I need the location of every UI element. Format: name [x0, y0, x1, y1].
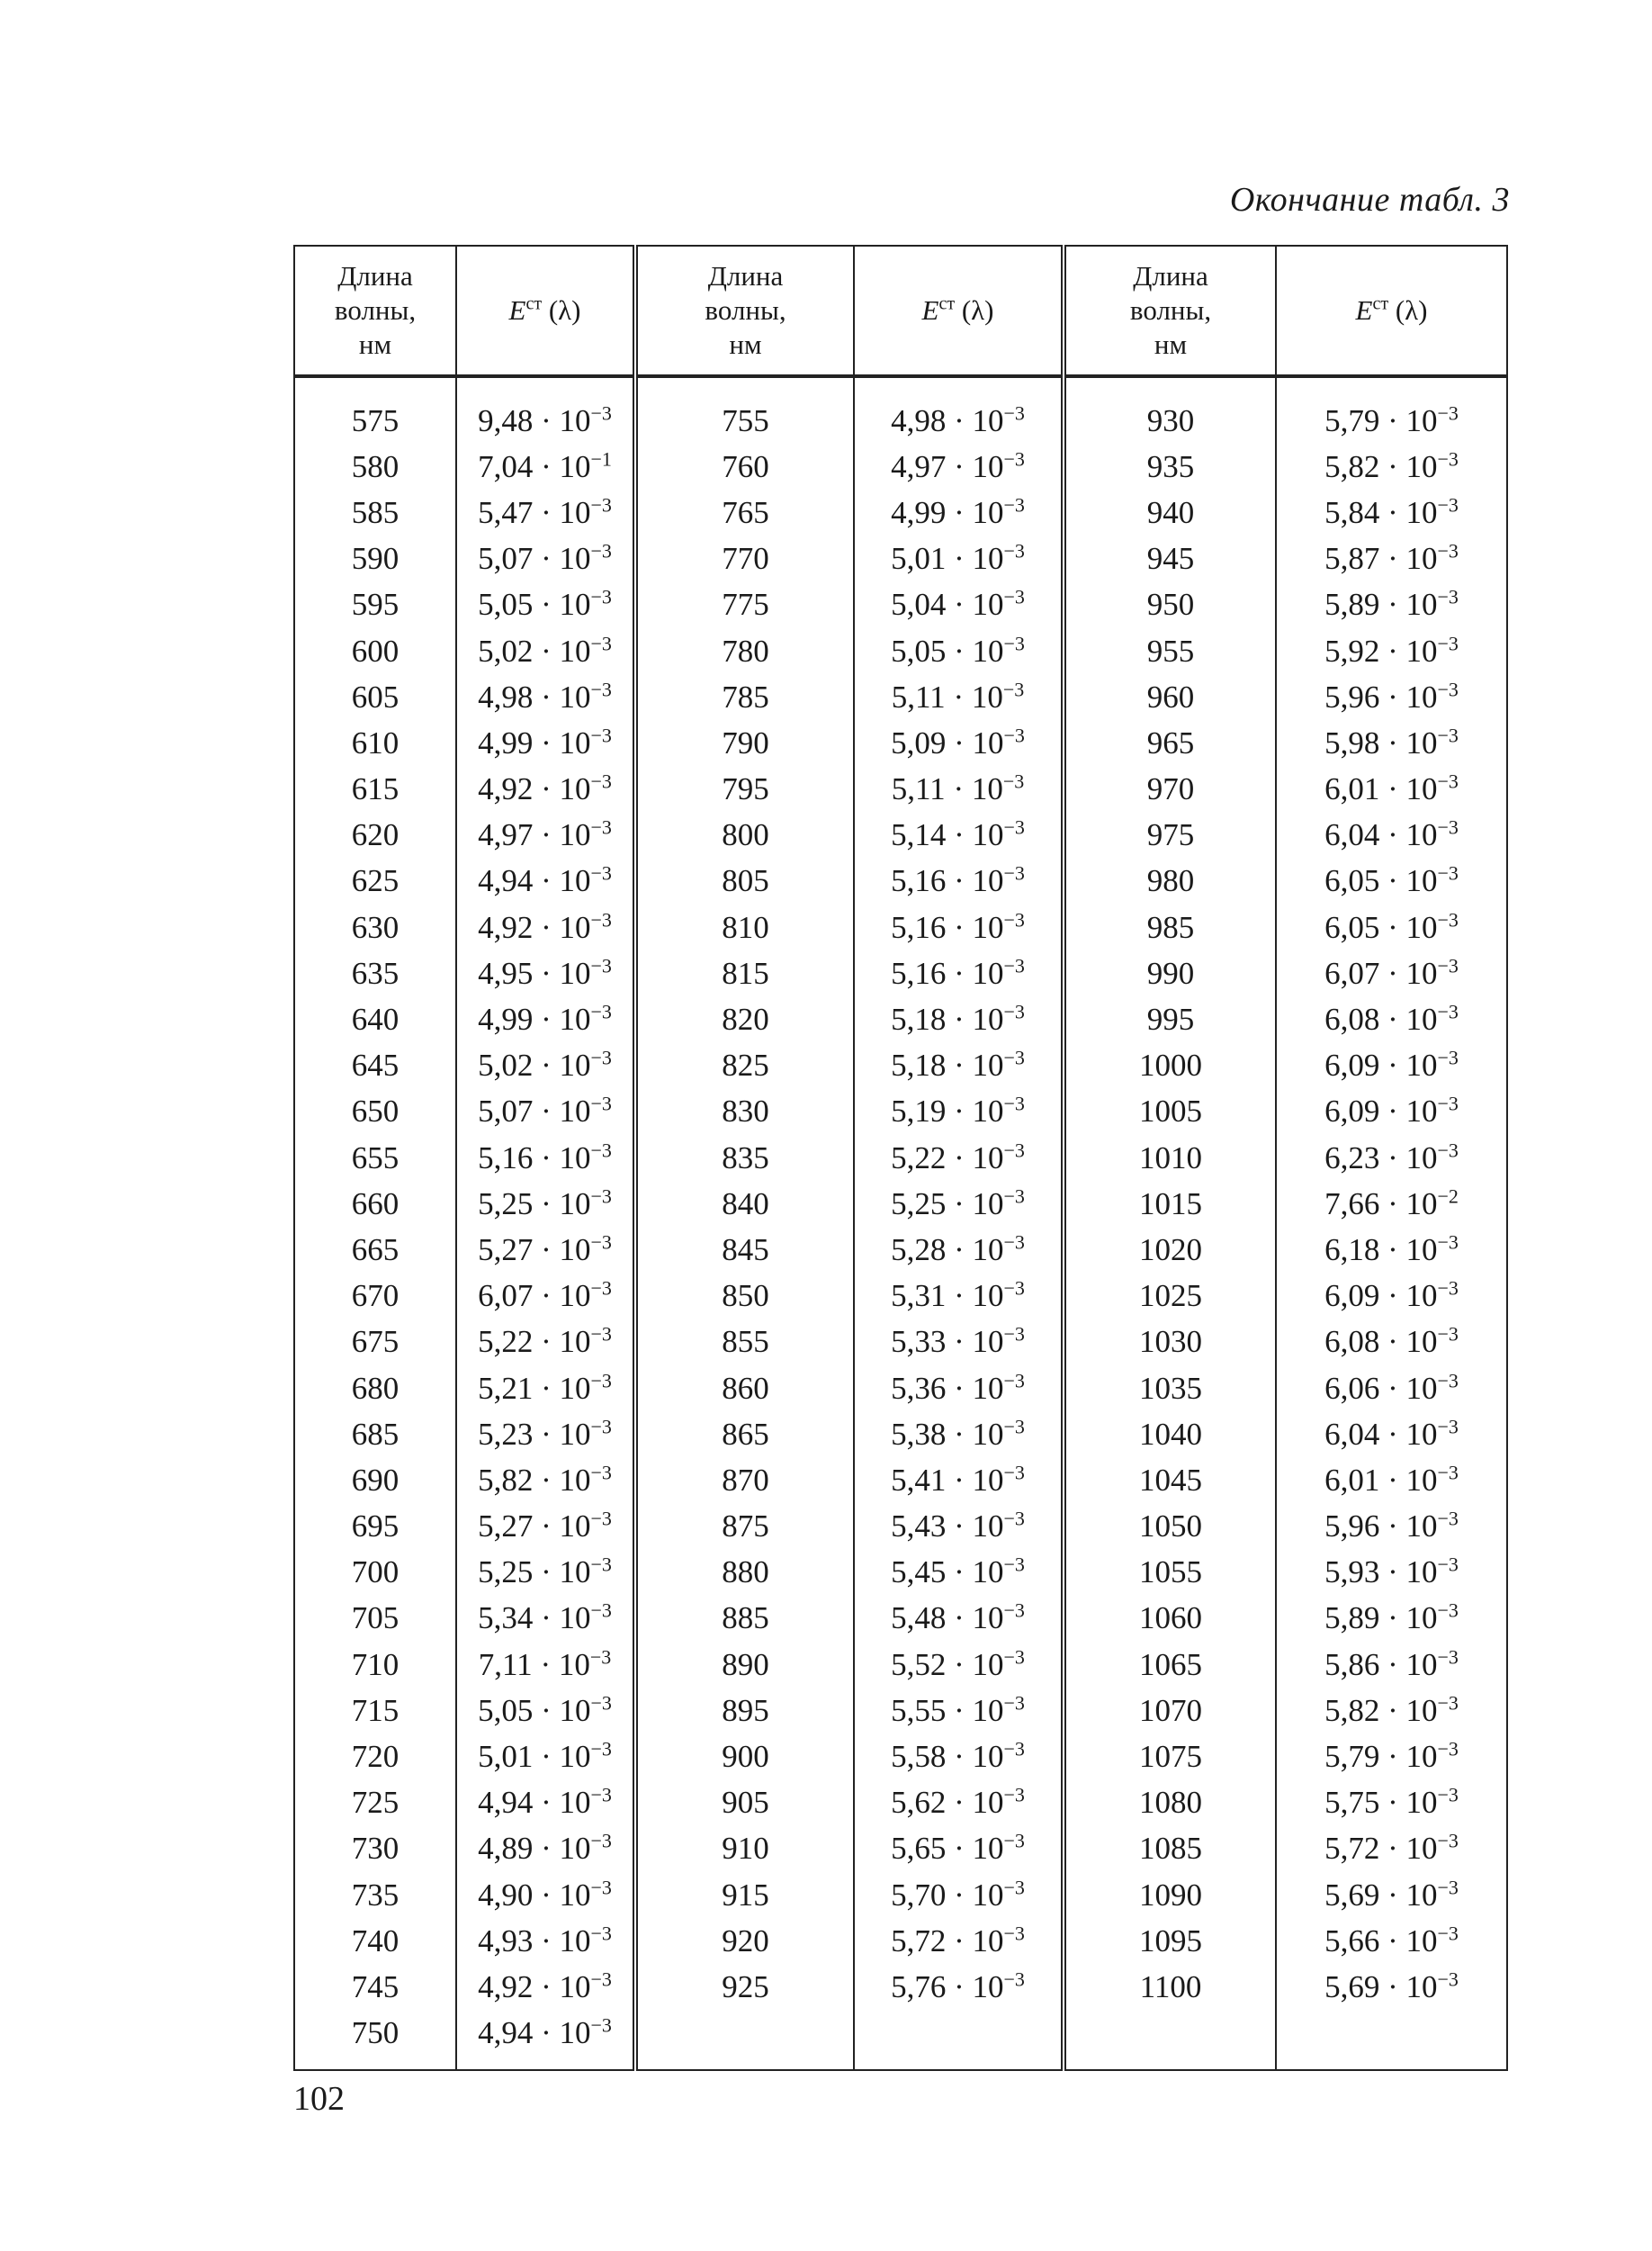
wavelength-cell: 660 [294, 1181, 456, 1227]
wavelength-cell: 930 [1064, 376, 1276, 444]
table-row [294, 1135, 1507, 1181]
table-row [294, 1181, 1507, 1227]
spectral-irradiance-table [293, 245, 1508, 2071]
wavelength-cell: 800 [635, 813, 854, 859]
irradiance-cell: $6,09 \cdot 10^{-3}$ [1276, 1043, 1507, 1089]
irradiance-cell: $5,41 \cdot 10^{-3}$ [854, 1457, 1064, 1503]
wavelength-cell: 975 [1064, 813, 1276, 859]
wavelength-cell: 585 [294, 490, 456, 536]
irradiance-cell: $6,23 \cdot 10^{-3}$ [1276, 1135, 1507, 1181]
irradiance-cell: $5,69 \cdot 10^{-3}$ [1276, 1964, 1507, 2010]
irradiance-cell: $5,70 \cdot 10^{-3}$ [854, 1872, 1064, 1918]
wavelength-cell: 1015 [1064, 1181, 1276, 1227]
wavelength-cell: 1045 [1064, 1457, 1276, 1503]
wavelength-cell: 785 [635, 674, 854, 720]
wavelength-cell: 1025 [1064, 1274, 1276, 1319]
wavelength-cell: 1065 [1064, 1642, 1276, 1688]
wavelength-cell: 890 [635, 1642, 854, 1688]
wavelength-cell: 835 [635, 1135, 854, 1181]
header-irradiance: $E^{ст}$ (λ) [456, 246, 635, 376]
wavelength-cell: 885 [635, 1596, 854, 1642]
irradiance-cell: $4,94 \cdot 10^{-3}$ [456, 2011, 635, 2070]
irradiance-cell: $6,07 \cdot 10^{-3}$ [456, 1274, 635, 1319]
wavelength-cell: 995 [1064, 996, 1276, 1042]
wavelength-cell: 825 [635, 1043, 854, 1089]
table-row [294, 1918, 1507, 1964]
irradiance-cell: $5,05 \cdot 10^{-3}$ [456, 582, 635, 628]
irradiance-cell: $5,33 \cdot 10^{-3}$ [854, 1319, 1064, 1365]
irradiance-cell: $5,34 \cdot 10^{-3}$ [456, 1596, 635, 1642]
wavelength-cell: 720 [294, 1733, 456, 1779]
wavelength-cell: 940 [1064, 490, 1276, 536]
wavelength-cell: 725 [294, 1780, 456, 1826]
irradiance-cell: $5,45 \cdot 10^{-3}$ [854, 1550, 1064, 1596]
wavelength-cell: 665 [294, 1227, 456, 1273]
table-row [294, 536, 1507, 582]
wavelength-cell: 855 [635, 1319, 854, 1365]
table-row [294, 1319, 1507, 1365]
table-row [294, 1550, 1507, 1596]
irradiance-cell: $4,99 \cdot 10^{-3}$ [456, 720, 635, 766]
irradiance-cell: $5,25 \cdot 10^{-3}$ [456, 1550, 635, 1596]
irradiance-cell: $4,92 \cdot 10^{-3}$ [456, 1964, 635, 2010]
wavelength-cell [635, 2011, 854, 2070]
irradiance-cell: $5,96 \cdot 10^{-3}$ [1276, 1504, 1507, 1550]
wavelength-cell: 945 [1064, 536, 1276, 582]
irradiance-cell: $5,66 \cdot 10^{-3}$ [1276, 1918, 1507, 1964]
wavelength-cell: 1085 [1064, 1826, 1276, 1872]
table-row [294, 490, 1507, 536]
wavelength-cell: 715 [294, 1688, 456, 1733]
irradiance-cell: $6,01 \cdot 10^{-3}$ [1276, 767, 1507, 813]
irradiance-cell: $5,38 \cdot 10^{-3}$ [854, 1411, 1064, 1457]
irradiance-cell: $5,92 \cdot 10^{-3}$ [1276, 628, 1507, 674]
table-row [294, 996, 1507, 1042]
wavelength-cell: 730 [294, 1826, 456, 1872]
wavelength-cell: 880 [635, 1550, 854, 1596]
wavelength-cell: 805 [635, 859, 854, 905]
irradiance-cell: $5,52 \cdot 10^{-3}$ [854, 1642, 1064, 1688]
table-row [294, 1596, 1507, 1642]
table-row [294, 2011, 1507, 2070]
wavelength-cell: 1095 [1064, 1918, 1276, 1964]
wavelength-cell: 740 [294, 1918, 456, 1964]
irradiance-cell: $4,97 \cdot 10^{-3}$ [854, 444, 1064, 490]
wavelength-cell: 1000 [1064, 1043, 1276, 1089]
irradiance-cell: $5,11 \cdot 10^{-3}$ [854, 674, 1064, 720]
irradiance-cell: $5,02 \cdot 10^{-3}$ [456, 628, 635, 674]
irradiance-cell: $7,11 \cdot 10^{-3}$ [456, 1642, 635, 1688]
wavelength-cell: 965 [1064, 720, 1276, 766]
wavelength-cell: 705 [294, 1596, 456, 1642]
wavelength-cell: 710 [294, 1642, 456, 1688]
wavelength-cell: 645 [294, 1043, 456, 1089]
irradiance-cell: $5,05 \cdot 10^{-3}$ [456, 1688, 635, 1733]
irradiance-cell: $5,22 \cdot 10^{-3}$ [456, 1319, 635, 1365]
wavelength-cell: 630 [294, 905, 456, 950]
irradiance-cell: $5,76 \cdot 10^{-3}$ [854, 1964, 1064, 2010]
irradiance-cell: $5,43 \cdot 10^{-3}$ [854, 1504, 1064, 1550]
wavelength-cell: 1020 [1064, 1227, 1276, 1273]
wavelength-cell: 860 [635, 1365, 854, 1411]
irradiance-cell: $4,99 \cdot 10^{-3}$ [456, 996, 635, 1042]
irradiance-cell: $5,31 \cdot 10^{-3}$ [854, 1274, 1064, 1319]
wavelength-cell: 875 [635, 1504, 854, 1550]
irradiance-cell: $5,04 \cdot 10^{-3}$ [854, 582, 1064, 628]
irradiance-cell: $6,08 \cdot 10^{-3}$ [1276, 996, 1507, 1042]
irradiance-cell: $5,62 \cdot 10^{-3}$ [854, 1780, 1064, 1826]
wavelength-cell: 775 [635, 582, 854, 628]
table-row [294, 905, 1507, 950]
irradiance-cell: $5,65 \cdot 10^{-3}$ [854, 1826, 1064, 1872]
irradiance-cell: $4,92 \cdot 10^{-3}$ [456, 767, 635, 813]
header-wavelength: Длина волны, нм [635, 246, 854, 376]
table-row [294, 376, 1507, 444]
wavelength-cell: 675 [294, 1319, 456, 1365]
irradiance-cell: $4,97 \cdot 10^{-3}$ [456, 813, 635, 859]
wavelength-cell: 990 [1064, 950, 1276, 996]
irradiance-cell: $5,58 \cdot 10^{-3}$ [854, 1733, 1064, 1779]
wavelength-cell: 1090 [1064, 1872, 1276, 1918]
irradiance-cell: $4,99 \cdot 10^{-3}$ [854, 490, 1064, 536]
irradiance-cell: $5,01 \cdot 10^{-3}$ [456, 1733, 635, 1779]
irradiance-cell: $5,22 \cdot 10^{-3}$ [854, 1135, 1064, 1181]
irradiance-cell: $5,07 \cdot 10^{-3}$ [456, 536, 635, 582]
wavelength-cell: 1055 [1064, 1550, 1276, 1596]
wavelength-cell: 810 [635, 905, 854, 950]
irradiance-cell: $5,21 \cdot 10^{-3}$ [456, 1365, 635, 1411]
wavelength-cell: 920 [635, 1918, 854, 1964]
wavelength-cell: 895 [635, 1688, 854, 1733]
irradiance-cell: $5,02 \cdot 10^{-3}$ [456, 1043, 635, 1089]
irradiance-cell: $5,72 \cdot 10^{-3}$ [854, 1918, 1064, 1964]
irradiance-cell: $5,18 \cdot 10^{-3}$ [854, 996, 1064, 1042]
table-row [294, 1365, 1507, 1411]
wavelength-cell: 980 [1064, 859, 1276, 905]
irradiance-cell: $4,98 \cdot 10^{-3}$ [854, 376, 1064, 444]
irradiance-cell: $5,09 \cdot 10^{-3}$ [854, 720, 1064, 766]
wavelength-cell: 1075 [1064, 1733, 1276, 1779]
table-row [294, 1227, 1507, 1273]
table-row [294, 674, 1507, 720]
header-irradiance: $E^{ст}$ (λ) [1276, 246, 1507, 376]
wavelength-cell: 950 [1064, 582, 1276, 628]
irradiance-cell: $6,04 \cdot 10^{-3}$ [1276, 813, 1507, 859]
wavelength-cell: 745 [294, 1964, 456, 2010]
page-number: 102 [293, 2080, 345, 2118]
table-caption: Окончание табл. 3 [1229, 181, 1510, 219]
irradiance-cell: $4,94 \cdot 10^{-3}$ [456, 1780, 635, 1826]
wavelength-cell: 840 [635, 1181, 854, 1227]
wavelength-cell: 830 [635, 1089, 854, 1135]
wavelength-cell: 690 [294, 1457, 456, 1503]
wavelength-cell: 590 [294, 536, 456, 582]
irradiance-cell: $5,25 \cdot 10^{-3}$ [854, 1181, 1064, 1227]
wavelength-cell: 760 [635, 444, 854, 490]
irradiance-cell: $5,25 \cdot 10^{-3}$ [456, 1181, 635, 1227]
irradiance-cell: $5,19 \cdot 10^{-3}$ [854, 1089, 1064, 1135]
irradiance-cell: $5,98 \cdot 10^{-3}$ [1276, 720, 1507, 766]
wavelength-cell: 770 [635, 536, 854, 582]
irradiance-cell: $5,16 \cdot 10^{-3}$ [854, 950, 1064, 996]
table-row [294, 1457, 1507, 1503]
wavelength-cell: 905 [635, 1780, 854, 1826]
table-row [294, 1826, 1507, 1872]
table-header-row [294, 246, 1507, 376]
wavelength-cell: 680 [294, 1365, 456, 1411]
irradiance-cell: $4,98 \cdot 10^{-3}$ [456, 674, 635, 720]
irradiance-cell: $5,14 \cdot 10^{-3}$ [854, 813, 1064, 859]
irradiance-cell: $5,93 \cdot 10^{-3}$ [1276, 1550, 1507, 1596]
irradiance-cell: $5,48 \cdot 10^{-3}$ [854, 1596, 1064, 1642]
wavelength-cell: 625 [294, 859, 456, 905]
irradiance-cell: $7,66 \cdot 10^{-2}$ [1276, 1181, 1507, 1227]
irradiance-cell: $5,16 \cdot 10^{-3}$ [854, 859, 1064, 905]
irradiance-cell: $5,79 \cdot 10^{-3}$ [1276, 376, 1507, 444]
irradiance-cell: $6,09 \cdot 10^{-3}$ [1276, 1089, 1507, 1135]
irradiance-cell [854, 2011, 1064, 2070]
table-row [294, 1733, 1507, 1779]
irradiance-cell: $9,48 \cdot 10^{-3}$ [456, 376, 635, 444]
wavelength-cell: 595 [294, 582, 456, 628]
table-row [294, 1043, 1507, 1089]
wavelength-cell: 915 [635, 1872, 854, 1918]
irradiance-cell: $5,82 \cdot 10^{-3}$ [456, 1457, 635, 1503]
irradiance-cell: $6,01 \cdot 10^{-3}$ [1276, 1457, 1507, 1503]
irradiance-cell: $5,75 \cdot 10^{-3}$ [1276, 1780, 1507, 1826]
irradiance-cell: $5,55 \cdot 10^{-3}$ [854, 1688, 1064, 1733]
table-row [294, 628, 1507, 674]
wavelength-cell: 985 [1064, 905, 1276, 950]
irradiance-cell: $5,27 \cdot 10^{-3}$ [456, 1504, 635, 1550]
table-row [294, 582, 1507, 628]
wavelength-cell: 610 [294, 720, 456, 766]
table-row [294, 1411, 1507, 1457]
wavelength-cell: 765 [635, 490, 854, 536]
table-row [294, 444, 1507, 490]
wavelength-cell: 815 [635, 950, 854, 996]
irradiance-cell: $5,11 \cdot 10^{-3}$ [854, 767, 1064, 813]
wavelength-cell: 820 [635, 996, 854, 1042]
irradiance-cell: $5,87 \cdot 10^{-3}$ [1276, 536, 1507, 582]
irradiance-cell: $5,82 \cdot 10^{-3}$ [1276, 444, 1507, 490]
wavelength-cell: 655 [294, 1135, 456, 1181]
irradiance-cell: $5,16 \cdot 10^{-3}$ [854, 905, 1064, 950]
wavelength-cell: 845 [635, 1227, 854, 1273]
wavelength-cell: 935 [1064, 444, 1276, 490]
table-row [294, 1688, 1507, 1733]
irradiance-cell: $5,82 \cdot 10^{-3}$ [1276, 1688, 1507, 1733]
wavelength-cell: 700 [294, 1550, 456, 1596]
wavelength-cell: 850 [635, 1274, 854, 1319]
irradiance-cell: $5,96 \cdot 10^{-3}$ [1276, 674, 1507, 720]
table-row [294, 1504, 1507, 1550]
irradiance-cell: $5,27 \cdot 10^{-3}$ [456, 1227, 635, 1273]
wavelength-cell: 1040 [1064, 1411, 1276, 1457]
wavelength-cell: 755 [635, 376, 854, 444]
wavelength-cell: 600 [294, 628, 456, 674]
irradiance-cell: $5,18 \cdot 10^{-3}$ [854, 1043, 1064, 1089]
wavelength-cell: 580 [294, 444, 456, 490]
table-row [294, 1964, 1507, 2010]
irradiance-cell: $5,89 \cdot 10^{-3}$ [1276, 1596, 1507, 1642]
wavelength-cell: 1035 [1064, 1365, 1276, 1411]
irradiance-cell: $5,05 \cdot 10^{-3}$ [854, 628, 1064, 674]
wavelength-cell: 650 [294, 1089, 456, 1135]
table-row [294, 950, 1507, 996]
header-irradiance: $E^{ст}$ (λ) [854, 246, 1064, 376]
wavelength-cell: 620 [294, 813, 456, 859]
wavelength-cell: 735 [294, 1872, 456, 1918]
wavelength-cell: 1100 [1064, 1964, 1276, 2010]
header-wavelength: Длина волны, нм [1064, 246, 1276, 376]
table-row [294, 1642, 1507, 1688]
wavelength-cell: 605 [294, 674, 456, 720]
wavelength-cell: 695 [294, 1504, 456, 1550]
irradiance-cell: $4,93 \cdot 10^{-3}$ [456, 1918, 635, 1964]
irradiance-cell: $4,90 \cdot 10^{-3}$ [456, 1872, 635, 1918]
wavelength-cell: 790 [635, 720, 854, 766]
irradiance-cell: $6,06 \cdot 10^{-3}$ [1276, 1365, 1507, 1411]
table-row [294, 767, 1507, 813]
wavelength-cell: 900 [635, 1733, 854, 1779]
wavelength-cell [1064, 2011, 1276, 2070]
table-row [294, 1274, 1507, 1319]
wavelength-cell: 1060 [1064, 1596, 1276, 1642]
irradiance-cell: $6,09 \cdot 10^{-3}$ [1276, 1274, 1507, 1319]
wavelength-cell: 870 [635, 1457, 854, 1503]
irradiance-cell: $6,05 \cdot 10^{-3}$ [1276, 905, 1507, 950]
wavelength-cell: 1050 [1064, 1504, 1276, 1550]
wavelength-cell: 640 [294, 996, 456, 1042]
wavelength-cell: 780 [635, 628, 854, 674]
irradiance-cell: $4,94 \cdot 10^{-3}$ [456, 859, 635, 905]
wavelength-cell: 1010 [1064, 1135, 1276, 1181]
wavelength-cell: 865 [635, 1411, 854, 1457]
irradiance-cell: $5,86 \cdot 10^{-3}$ [1276, 1642, 1507, 1688]
irradiance-cell: $6,04 \cdot 10^{-3}$ [1276, 1411, 1507, 1457]
wavelength-cell: 960 [1064, 674, 1276, 720]
irradiance-cell [1276, 2011, 1507, 2070]
wavelength-cell: 750 [294, 2011, 456, 2070]
irradiance-cell: $6,08 \cdot 10^{-3}$ [1276, 1319, 1507, 1365]
irradiance-cell: $5,28 \cdot 10^{-3}$ [854, 1227, 1064, 1273]
irradiance-cell: $5,16 \cdot 10^{-3}$ [456, 1135, 635, 1181]
irradiance-cell: $5,69 \cdot 10^{-3}$ [1276, 1872, 1507, 1918]
wavelength-cell: 685 [294, 1411, 456, 1457]
irradiance-cell: $7,04 \cdot 10^{-1}$ [456, 444, 635, 490]
irradiance-cell: $5,47 \cdot 10^{-3}$ [456, 490, 635, 536]
wavelength-cell: 1080 [1064, 1780, 1276, 1826]
irradiance-cell: $5,36 \cdot 10^{-3}$ [854, 1365, 1064, 1411]
table-row [294, 1780, 1507, 1826]
irradiance-cell: $4,89 \cdot 10^{-3}$ [456, 1826, 635, 1872]
irradiance-cell: $5,89 \cdot 10^{-3}$ [1276, 582, 1507, 628]
irradiance-cell: $5,07 \cdot 10^{-3}$ [456, 1089, 635, 1135]
wavelength-cell: 955 [1064, 628, 1276, 674]
wavelength-cell: 925 [635, 1964, 854, 2010]
wavelength-cell: 910 [635, 1826, 854, 1872]
wavelength-cell: 575 [294, 376, 456, 444]
irradiance-cell: $5,23 \cdot 10^{-3}$ [456, 1411, 635, 1457]
irradiance-cell: $6,05 \cdot 10^{-3}$ [1276, 859, 1507, 905]
header-wavelength: Длина волны, нм [294, 246, 456, 376]
irradiance-cell: $5,72 \cdot 10^{-3}$ [1276, 1826, 1507, 1872]
table-row [294, 1872, 1507, 1918]
irradiance-cell: $4,92 \cdot 10^{-3}$ [456, 905, 635, 950]
wavelength-cell: 615 [294, 767, 456, 813]
table-row [294, 720, 1507, 766]
table-row [294, 1089, 1507, 1135]
irradiance-cell: $6,18 \cdot 10^{-3}$ [1276, 1227, 1507, 1273]
wavelength-cell: 970 [1064, 767, 1276, 813]
wavelength-cell: 670 [294, 1274, 456, 1319]
irradiance-cell: $6,07 \cdot 10^{-3}$ [1276, 950, 1507, 996]
irradiance-cell: $5,01 \cdot 10^{-3}$ [854, 536, 1064, 582]
table-body [294, 376, 1507, 2070]
irradiance-cell: $5,84 \cdot 10^{-3}$ [1276, 490, 1507, 536]
irradiance-cell: $4,95 \cdot 10^{-3}$ [456, 950, 635, 996]
wavelength-cell: 1070 [1064, 1688, 1276, 1733]
wavelength-cell: 795 [635, 767, 854, 813]
table-row [294, 813, 1507, 859]
wavelength-cell: 635 [294, 950, 456, 996]
irradiance-cell: $5,79 \cdot 10^{-3}$ [1276, 1733, 1507, 1779]
wavelength-cell: 1005 [1064, 1089, 1276, 1135]
table-row [294, 859, 1507, 905]
wavelength-cell: 1030 [1064, 1319, 1276, 1365]
